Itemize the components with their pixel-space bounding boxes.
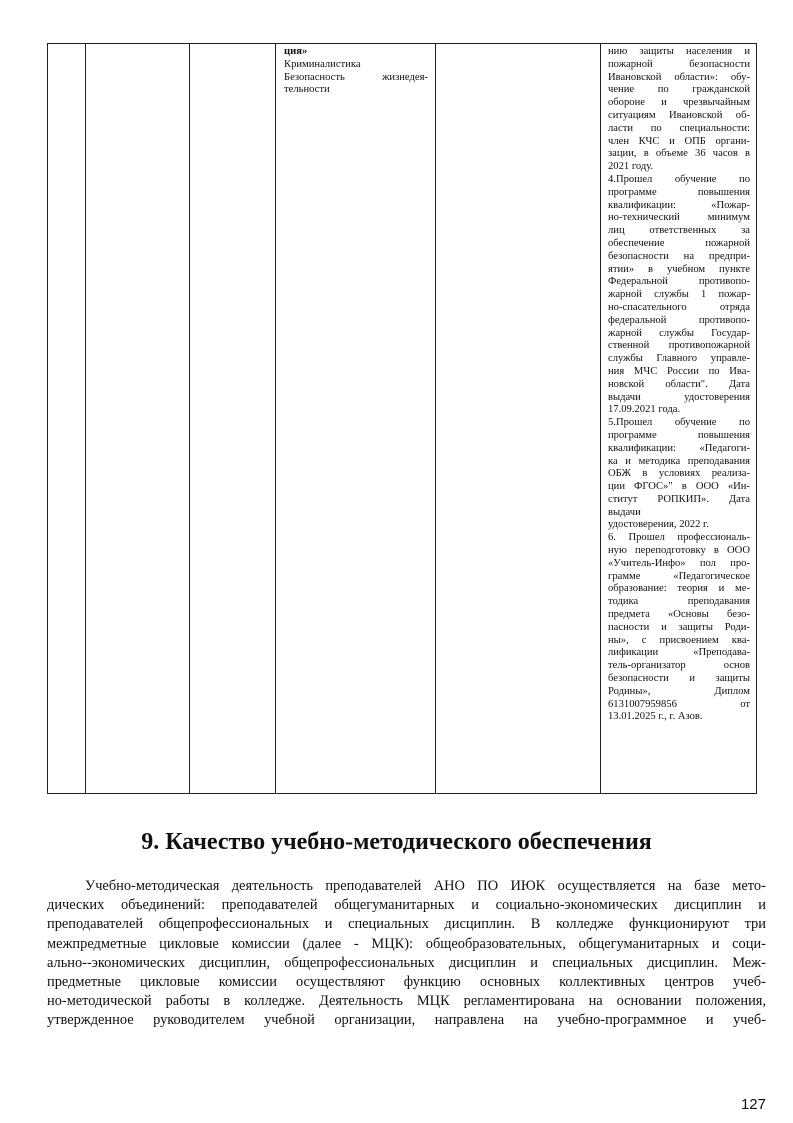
- cell-text-line: ститут РОПКИП». Дата: [608, 493, 750, 505]
- cell-text-line: квалификации: «Педагоги-: [608, 442, 750, 454]
- cell-text-line: Криминалистика: [284, 58, 361, 70]
- cell-text-line: пожарной безопасности: [608, 58, 750, 70]
- cell-text-line: Безопасность жизнедея-: [284, 71, 428, 83]
- cell-text-line: чение по гражданской: [608, 84, 750, 96]
- cell-text-line: ния МЧС России по Ива-: [608, 365, 750, 377]
- cell-text-line: 6. Прошел профессиональ-: [608, 532, 750, 544]
- cell-text-line: Ивановской области»: обу-: [608, 71, 750, 83]
- cell-text-line: Федеральной противопо-: [608, 276, 750, 288]
- paragraph-line: ально--экономических дисциплин, общепрофессиональных дисциплин и специальных дисциплин. Меж-: [47, 954, 766, 971]
- cell-text-line: обеспечение пожарной: [608, 237, 750, 249]
- cell-text-line: ОБЖ в условиях реализа-: [608, 468, 750, 480]
- cell-text-line: программе повышения: [608, 429, 750, 441]
- cell-text-line: ственной противопожарной: [608, 340, 750, 352]
- paragraph-line: преподавателей общепрофессиональных и специальных дисциплин. В колледже функционируют три: [47, 916, 766, 933]
- paragraph-line: Учебно-методическая деятельность преподавателей АНО ПО ИЮК осуществляется на базе мето-: [85, 878, 766, 894]
- cell-text-line: 2021 году.: [608, 161, 654, 173]
- cell-text-line: но-спасательного отряда: [608, 301, 750, 313]
- qualification-table: [47, 43, 757, 794]
- cell-text-line: 17.09.2021 года.: [608, 404, 681, 416]
- section-paragraph: [47, 877, 766, 1031]
- table-cell-disciplines: [284, 46, 428, 97]
- table-column-divider: [275, 44, 276, 793]
- cell-text-line: 13.01.2025 г., г. Азов.: [608, 711, 703, 723]
- cell-text-line: безопасности и защиты: [608, 673, 750, 685]
- table-cell-qualifications: [608, 46, 750, 724]
- cell-text-line: 4.Прошел обучение по: [608, 173, 750, 185]
- cell-text-line: нию защиты населения и: [608, 46, 750, 57]
- cell-text-line: зации, в объеме 36 часов в: [608, 148, 750, 160]
- cell-text-line: предмета «Основы безо-: [608, 609, 750, 621]
- cell-text-line: ласти по специальности:: [608, 122, 750, 134]
- cell-text-line: член КЧС и ОПБ органи-: [608, 135, 750, 147]
- cell-text-line: безопасности на предпри-: [608, 250, 750, 262]
- cell-text-line: 5.Прошел обучение по: [608, 417, 750, 429]
- cell-text-line: образование: теория и ме-: [608, 583, 750, 595]
- paragraph-line: утвержденное руководителем учебной организации, направлена на учебно-программное и учеб-: [47, 1012, 766, 1029]
- cell-text-line: ция»: [284, 46, 308, 57]
- cell-text-line: жарной службы 1 пожар-: [608, 289, 750, 301]
- cell-text-line: ситуациям Ивановской об-: [608, 109, 750, 121]
- cell-text-line: выдачи: [608, 506, 641, 518]
- paragraph-line: дических объединений: преподавателей общегуманитарных и социально-экономических дисциплин и: [47, 897, 766, 914]
- cell-text-line: жарной службы Государ-: [608, 327, 750, 339]
- cell-text-line: программе повышения: [608, 186, 750, 198]
- cell-text-line: пасности и защиты Роди-: [608, 621, 750, 633]
- cell-text-line: «Учитель-Инфо» пол про-: [608, 557, 750, 569]
- cell-text-line: но-технический минимум: [608, 212, 750, 224]
- cell-text-line: тодика преподавания: [608, 596, 750, 608]
- cell-text-line: ную переподготовку в ООО: [608, 545, 750, 557]
- table-column-divider: [600, 44, 601, 793]
- table-column-divider: [435, 44, 436, 793]
- cell-text-line: удостоверения, 2022 г.: [608, 519, 709, 531]
- cell-text-line: тель-организатор основ: [608, 660, 750, 672]
- cell-text-line: ны», с присвоением ква-: [608, 634, 750, 646]
- paragraph-line: межпредметные цикловые комиссии (далее - МЦК): общеобразовательных, общегуманитарных и соци-: [47, 935, 766, 952]
- cell-text-line: выдачи удостоверения: [608, 391, 750, 403]
- cell-text-line: ции ФГОС»" в ООО «Ин-: [608, 481, 750, 493]
- section-heading: 9. Качество учебно-методического обеспечения: [141, 829, 652, 855]
- cell-text-line: ятии» в учебном пункте: [608, 263, 750, 275]
- cell-text-line: новской области". Дата: [608, 378, 750, 390]
- cell-text-line: тельности: [284, 84, 330, 96]
- cell-text-line: грамме «Педагогическое: [608, 570, 750, 582]
- cell-text-line: обороне и чрезвычайным: [608, 97, 750, 109]
- paragraph-line: предметные цикловые комиссии осуществляют функцию основных коллективных центров учеб-: [47, 974, 766, 991]
- cell-text-line: службы Главного управле-: [608, 353, 750, 365]
- cell-text-line: Родины», Диплом: [608, 685, 750, 697]
- cell-text-line: 6131007959856 от: [608, 698, 750, 710]
- table-column-divider: [85, 44, 86, 793]
- table-column-divider: [189, 44, 190, 793]
- cell-text-line: лиц ответственных за: [608, 225, 750, 237]
- cell-text-line: лификации «Преподава-: [608, 647, 750, 659]
- cell-text-line: федеральной противопо-: [608, 314, 750, 326]
- cell-text-line: квалификации: «Пожар-: [608, 199, 750, 211]
- cell-text-line: ка и методика преподавания: [608, 455, 750, 467]
- paragraph-line: но-методической работы в колледже. Деятельность МЦК регламентирована на основании положения,: [47, 993, 766, 1010]
- page-number: 127: [740, 1096, 766, 1113]
